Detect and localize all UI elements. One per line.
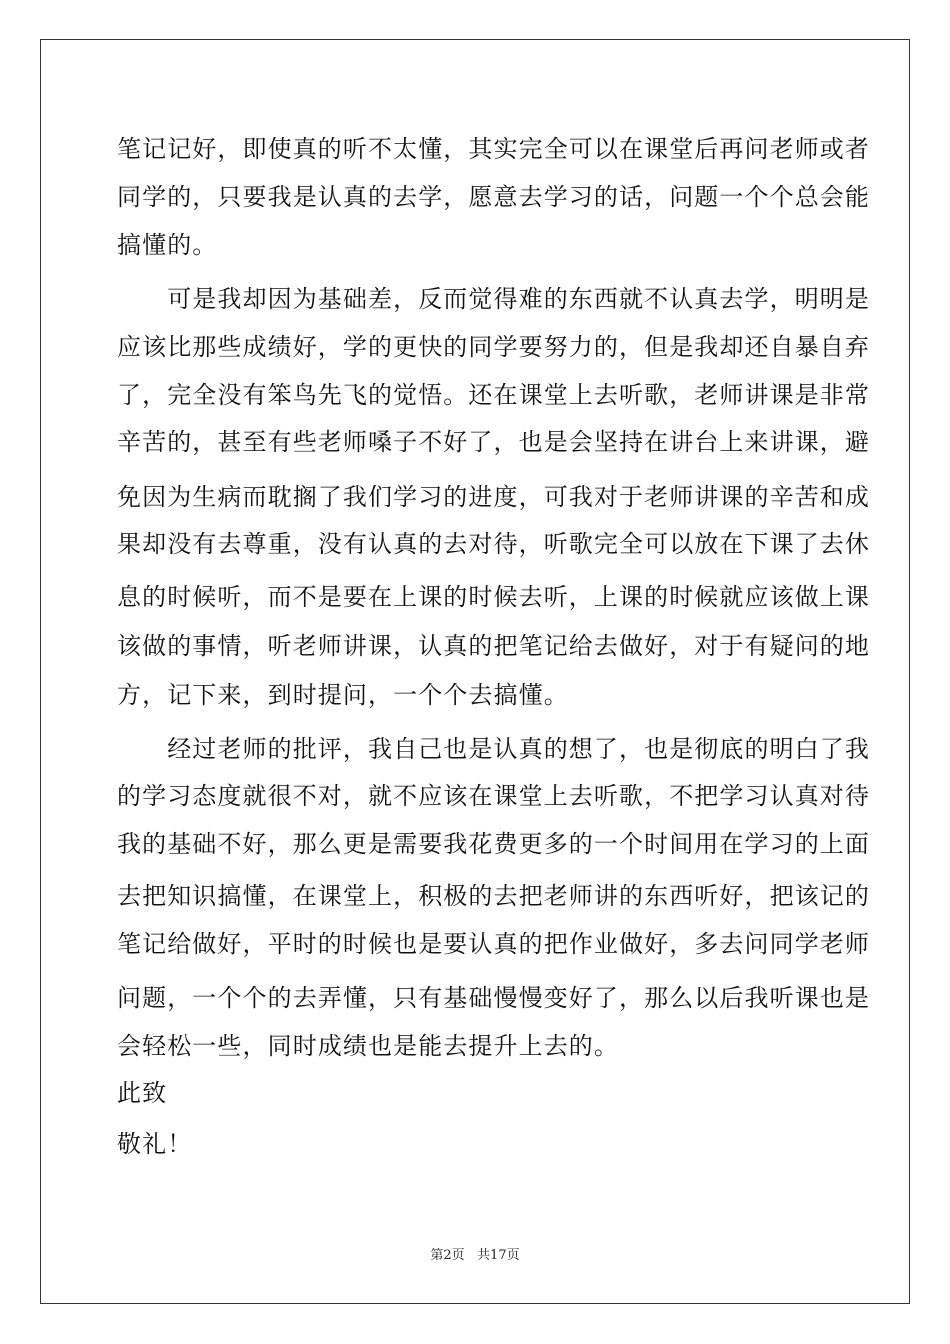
text-line: 笔记记好，即使真的听不太懂，其实完全可以在课堂后再问老师或者	[117, 135, 870, 163]
text-line: 搞懂的。	[117, 231, 218, 259]
closing-regards: 敬礼！	[117, 1130, 193, 1158]
text-line: 息的时候听，而不是要在上课的时候去听，上课的时候就应该做上课	[117, 583, 870, 611]
text-line: 同学的，只要我是认真的去学，愿意去学习的话，问题一个个总会能	[117, 183, 870, 211]
page-border	[40, 39, 910, 1304]
text-line: 去把知识搞懂，在课堂上，积极的去把老师讲的东西听好，把该记的	[117, 882, 870, 910]
text-line: 会轻松一些，同时成绩也是能去提升上去的。	[117, 1032, 619, 1060]
text-line: 我的基础不好，那么更是需要我花费更多的一个时间用在学习的上面	[117, 830, 870, 858]
text-line: 方，记下来，到时提问，一个个去搞懂。	[117, 681, 569, 709]
text-line: 经过老师的批评，我自己也是认真的想了，也是彻底的明白了我	[117, 735, 870, 763]
text-line: 果却没有去尊重，没有认真的去对待，听歌完全可以放在下课了去休	[117, 530, 870, 558]
text-line: 问题，一个个的去弄懂，只有基础慢慢变好了，那么以后我听课也是	[117, 984, 870, 1012]
text-line: 可是我却因为基础差，反而觉得难的东西就不认真去学，明明是	[117, 285, 870, 313]
text-line: 了，完全没有笨鸟先飞的觉悟。还在课堂上去听歌，老师讲课是非常	[117, 381, 870, 409]
text-line: 该做的事情，听老师讲课，认真的把笔记给去做好，对于有疑问的地	[117, 632, 870, 660]
text-line: 的学习态度就很不对，就不应该在课堂上去听歌，不把学习认真对待	[117, 782, 870, 810]
page-footer: 第2页 共17页	[430, 1248, 520, 1263]
text-line: 应该比那些成绩好，学的更快的同学要努力的，但是我却还自暴自弃	[117, 333, 870, 361]
text-line: 辛苦的，甚至有些老师嗓子不好了，也是会坚持在讲台上来讲课，避	[117, 428, 870, 456]
text-line: 免因为生病而耽搁了我们学习的进度，可我对于老师讲课的辛苦和成	[117, 483, 870, 511]
closing-salutation: 此致	[117, 1079, 168, 1107]
text-line: 笔记给做好，平时的时候也是要认真的把作业做好，多去问同学老师	[117, 930, 870, 958]
